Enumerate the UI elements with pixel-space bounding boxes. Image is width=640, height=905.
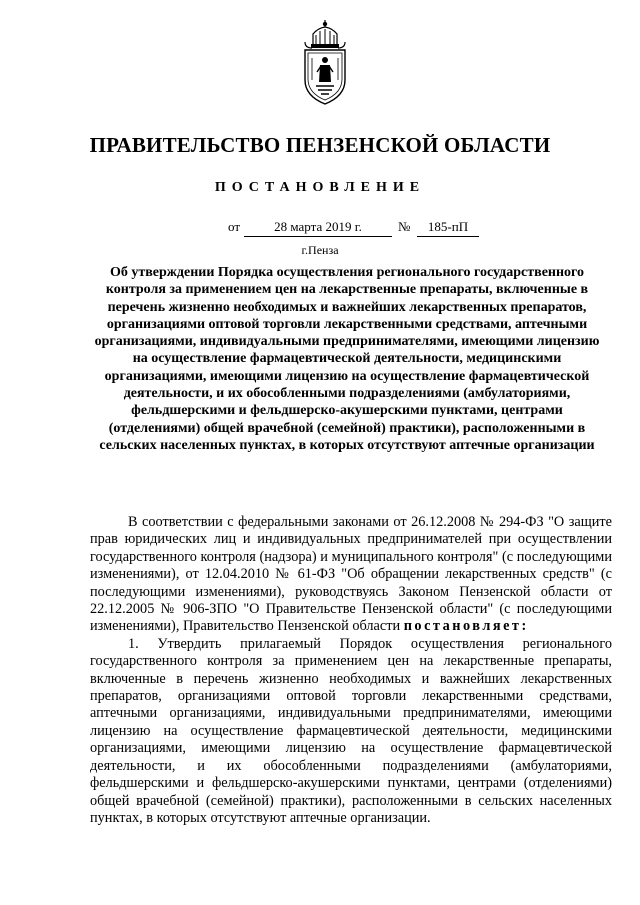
number-prefix: № [398,219,411,234]
date-prefix: от [228,219,241,234]
item-1-paragraph: 1. Утвердить прилагаемый Порядок осуществления регионального государственного контроля за применением цен на лекарственные препараты, включенные в перечень жизненно необходимых и важнейших лекарственных препаратов, организациями оптовой торговли лекарственными средствами, аптечными организациями, индивидуальными предпринимателями, имеющими лицензию на осуществление фармацевтической деятельности, медицинскими организациями, имеющими лицензию на осуществление фармацевтической деятельности, и их обособленными подразделениями (амбулаториями, фельдшерскими и фельдшерско-акушерскими пунктами, центрами (отделениями) общей врачебной (семейной) практики), расположенными в сельских населенных пунктах, в которых отсутствуют аптечные организации. [90,635,612,826]
document-number: 185-пП [417,219,479,237]
penza-coat-of-arms-icon [296,18,354,106]
preamble-paragraph [90,514,612,636]
document-date: 28 марта 2019 г. [244,219,392,237]
city: г.Пенза [301,243,339,257]
document-type: ПОСТАНОВЛЕНИЕ [214,180,426,195]
resolves-word: постановляет: [403,618,529,635]
preamble-text: В соответствии с федеральными законами от 26.12.2008 № 294-ФЗ "О защите прав юридических лиц и индивидуальных предпринимателей при осуществлении государственного контроля (надзора) и муниципального контроля" (с последующими изменениями), от 12.04.2010 № 61-ФЗ "Об обращении лекарственных средств" (с последующими изменениями), руководствуясь Законом Пензенской области от 22.12.2005 № 906-ЗПО "О Правительстве Пензенской области" (с последующими изменениями), Правительство Пензенской области [90,514,612,635]
date-number-line [0,219,640,239]
document-subject: Об утверждении Порядка осуществления регионального государственного контроля за применением цен на лекарственные препараты, включенные в перечень жизненно необходимых и важнейших лекарственных препаратов, организациями оптовой торговли лекарственными средствами, аптечными организациями, индивидуальными предпринимателями, имеющими лицензию на осуществление фармацевтической деятельности, медицинскими организациями, имеющими лицензию на осуществление фармацевтической деятельности, и их обособленными подразделениями (амбулаториями, фельдшерскими и фельдшерско-акушерскими пунктами, центрами (отделениями) общей врачебной (семейной) практики), расположенными в сельских населенных пунктах, в которых отсутствуют аптечные организации [94,265,600,453]
document-body [90,514,612,827]
government-title: ПРАВИТЕЛЬСТВО ПЕНЗЕНСКОЙ ОБЛАСТИ [89,133,551,157]
